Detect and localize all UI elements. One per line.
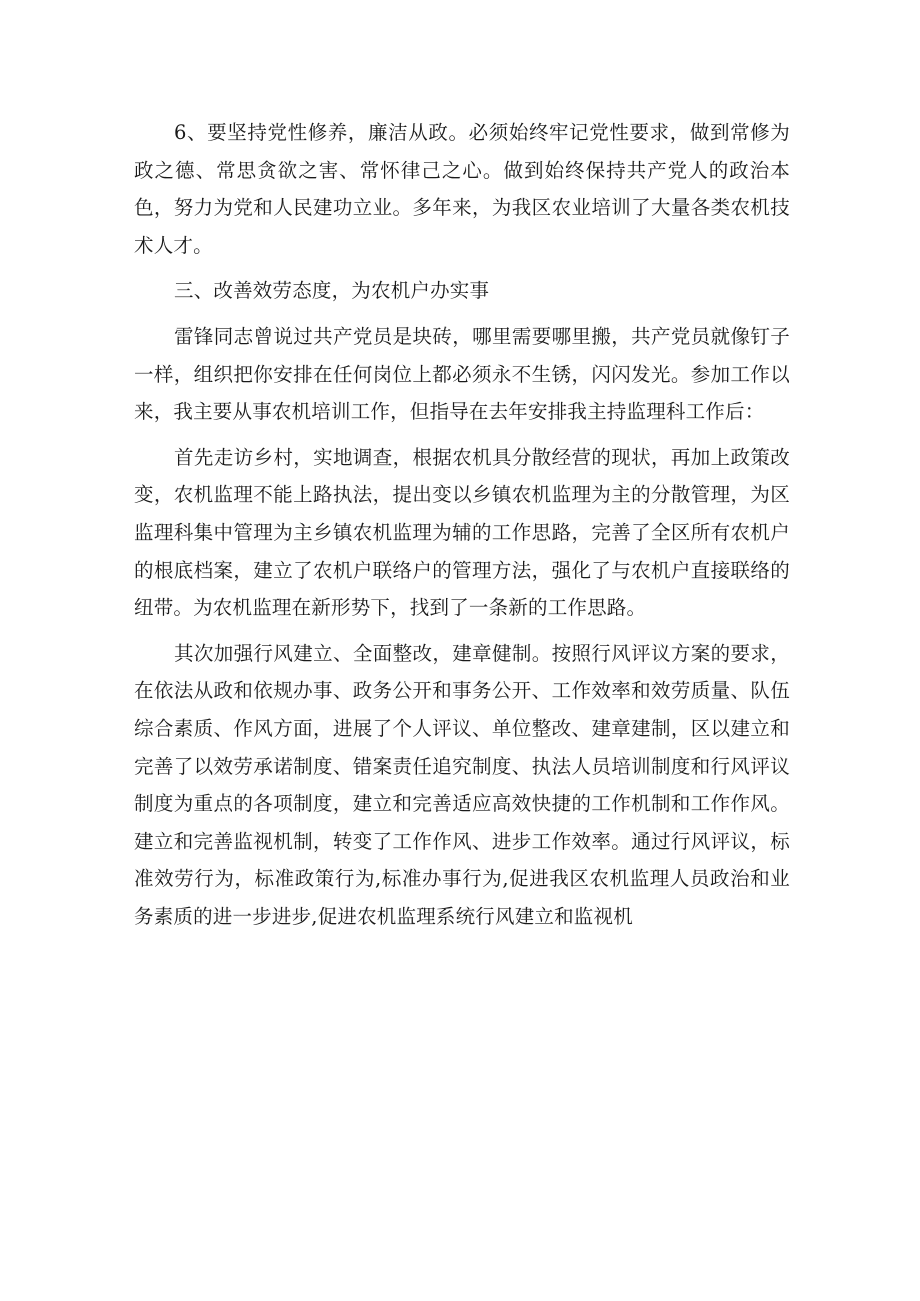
paragraph-style-rectification: 其次加强行风建立、全面整改，建章健制。按照行风评议方案的要求，在依法从政和依规办事、政务公开和事务公开、工作效率和效劳质量、队伍综合素质、作风方面，进展了个人评议、单位整改、建章建制，区以建立和完善了以效劳承诺制度、错案责任追究制度、执法人员培训制度和行风评议制度为重点的各项制度，建立和完善适应高效快捷的工作机制和工作作风。建立和完善监视机制，转变了工作作风、进步工作效率。通过行风评议，标准效劳行为，标准政策行为,标准办事行为,促进我区农机监理人员政治和业务素质的进一步进步,促进农机监理系统行风建立和监视机 xyxy=(134,641,790,928)
paragraph-lei-feng: 雷锋同志曾说过共产党员是块砖，哪里需要哪里搬，共产党员就像钉子一样，组织把你安排在任何岗位上都必须永不生锈，闪闪发光。参加工作以来，我主要从事农机培训工作，但指导在去年安排我主持监理科工作后： xyxy=(134,324,790,424)
document-body xyxy=(134,114,790,943)
paragraph-party-cultivation: 6、要坚持党性修养，廉洁从政。必须始终牢记党性要求，做到常修为政之德、常思贪欲之害、常怀律己之心。做到始终保持共产党人的政治本色，努力为党和人民建功立业。多年来，为我区农业培训了大量各类农机技术人才。 xyxy=(134,121,790,257)
section-heading-service-attitude: 三、改善效劳态度，为农机户办实事 xyxy=(174,279,490,303)
paragraph-field-survey: 首先走访乡村，实地调查，根据农机具分散经营的现状，再加上政策改变，农机监理不能上路执法，提出变以乡镇农机监理为主的分散管理，为区监理科集中管理为主乡镇农机监理为辅的工作思路，完善了全区所有农机户的根底档案，建立了农机户联络户的管理方法，强化了与农机户直接联络的纽带。为农机监理在新形势下，找到了一条新的工作思路。 xyxy=(134,445,790,620)
